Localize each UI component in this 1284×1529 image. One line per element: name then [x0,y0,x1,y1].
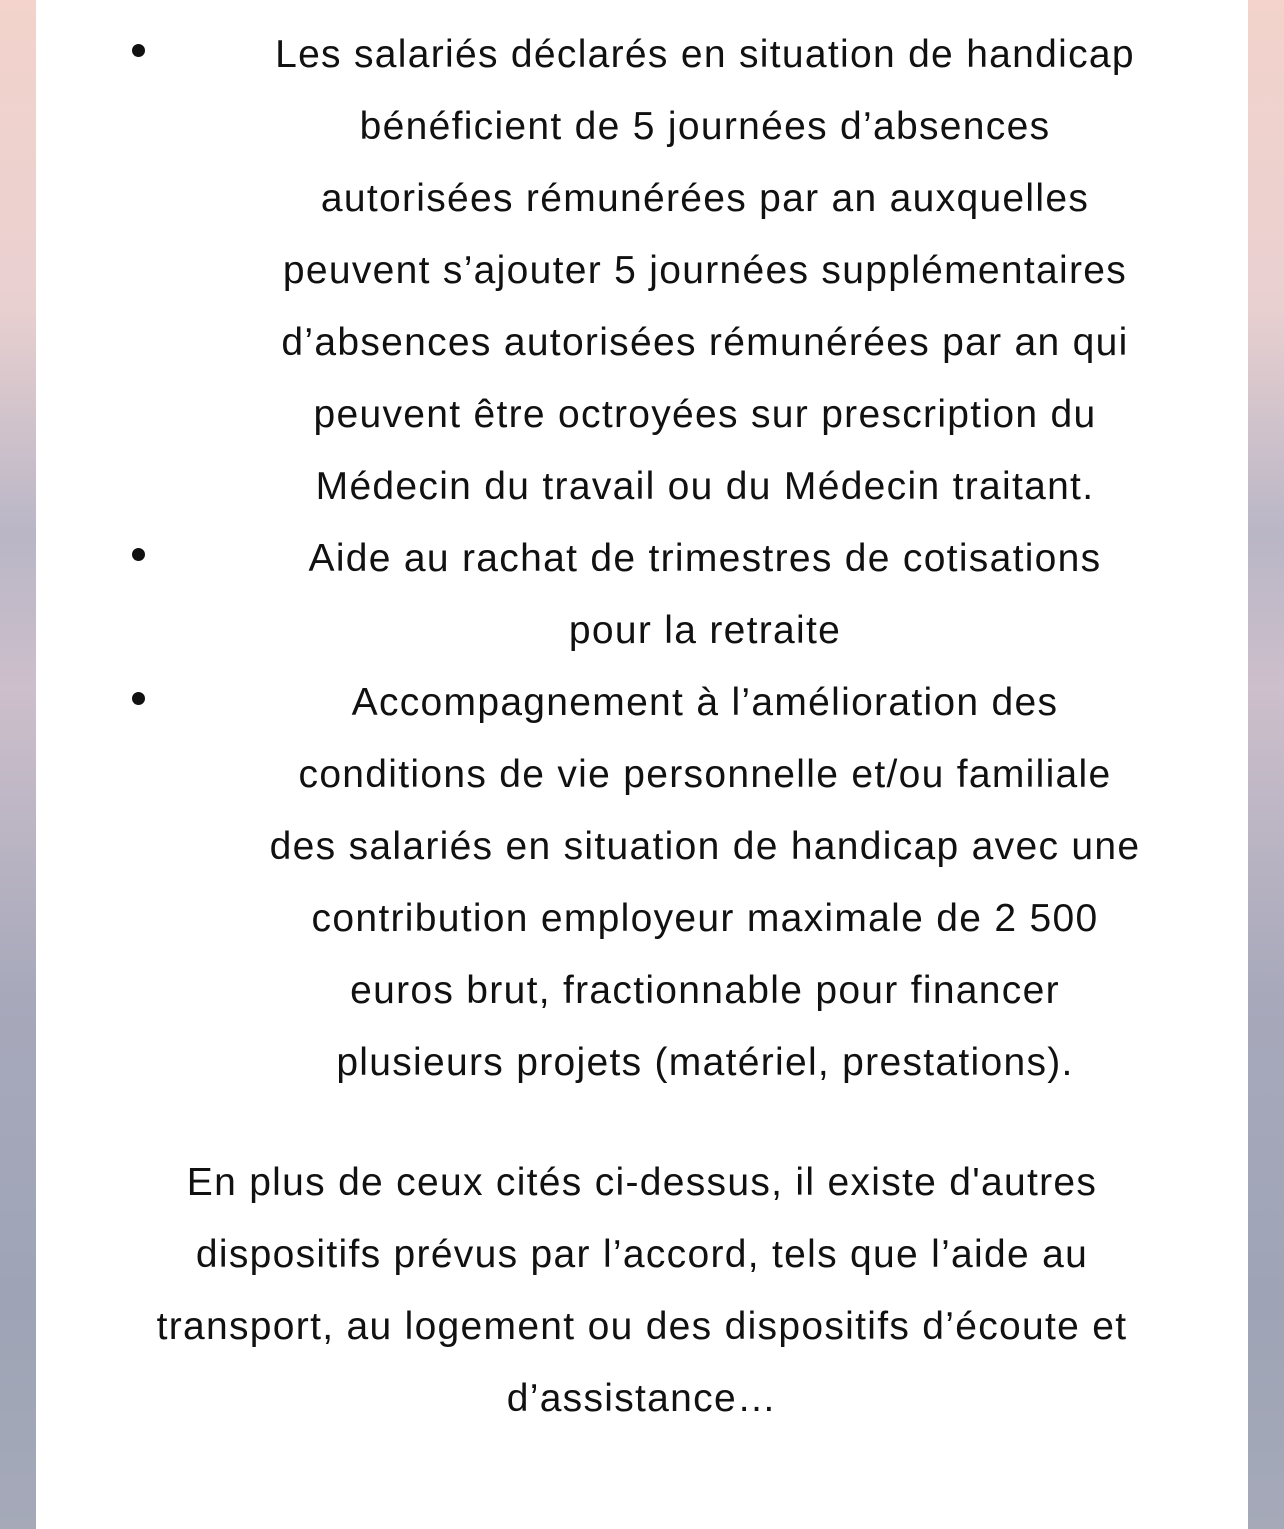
list-item-text: Médecin du travail ou du Médecin traitant. [315,465,1095,508]
paragraph-text: En plus de ceux cités ci-dessus, il existe d'autres [186,1161,1098,1204]
list-item-text: contribution employeur maximale de 2 500 [311,897,1099,940]
list-item-text: Aide au rachat de trimestres de cotisations [308,537,1102,580]
list-item-text: peuvent être octroyées sur prescription du [313,393,1097,436]
list-item-text: plusieurs projets (matériel, prestations). [336,1041,1074,1084]
paragraph-text: transport, au logement ou des dispositifs d’écoute et [156,1305,1128,1348]
list-item-text: d’absences autorisées rémunérées par an qui [281,321,1129,364]
list-item-text: conditions de vie personnelle et/ou familiale [298,753,1112,796]
list-item-text: autorisées rémunérées par an auxquelles [320,177,1090,220]
content-panel [36,0,1248,1529]
bullet-icon [132,692,145,705]
benefits-list [36,19,1248,1099]
closing-paragraph [36,1147,1248,1435]
list-item-text: bénéficient de 5 journées d’absences [359,105,1051,148]
list-item-text: des salariés en situation de handicap avec une [269,825,1141,868]
list-item-text: Accompagnement à l’amélioration des [351,681,1059,724]
list-item-text: euros brut, fractionnable pour financer [350,969,1060,1012]
bullet-icon [132,548,145,561]
list-item [36,19,1248,523]
list-item-text: pour la retraite [568,609,842,652]
list-item [36,667,1248,1099]
bullet-icon [132,44,145,57]
list-item-text: peuvent s’ajouter 5 journées supplémentaires [282,249,1128,292]
list-item-text: Les salariés déclarés en situation de handicap [275,33,1135,76]
paragraph-text: dispositifs prévus par l’accord, tels que l’aide au [195,1233,1089,1276]
paragraph-text: d’assistance… [506,1377,778,1420]
list-item [36,523,1248,667]
